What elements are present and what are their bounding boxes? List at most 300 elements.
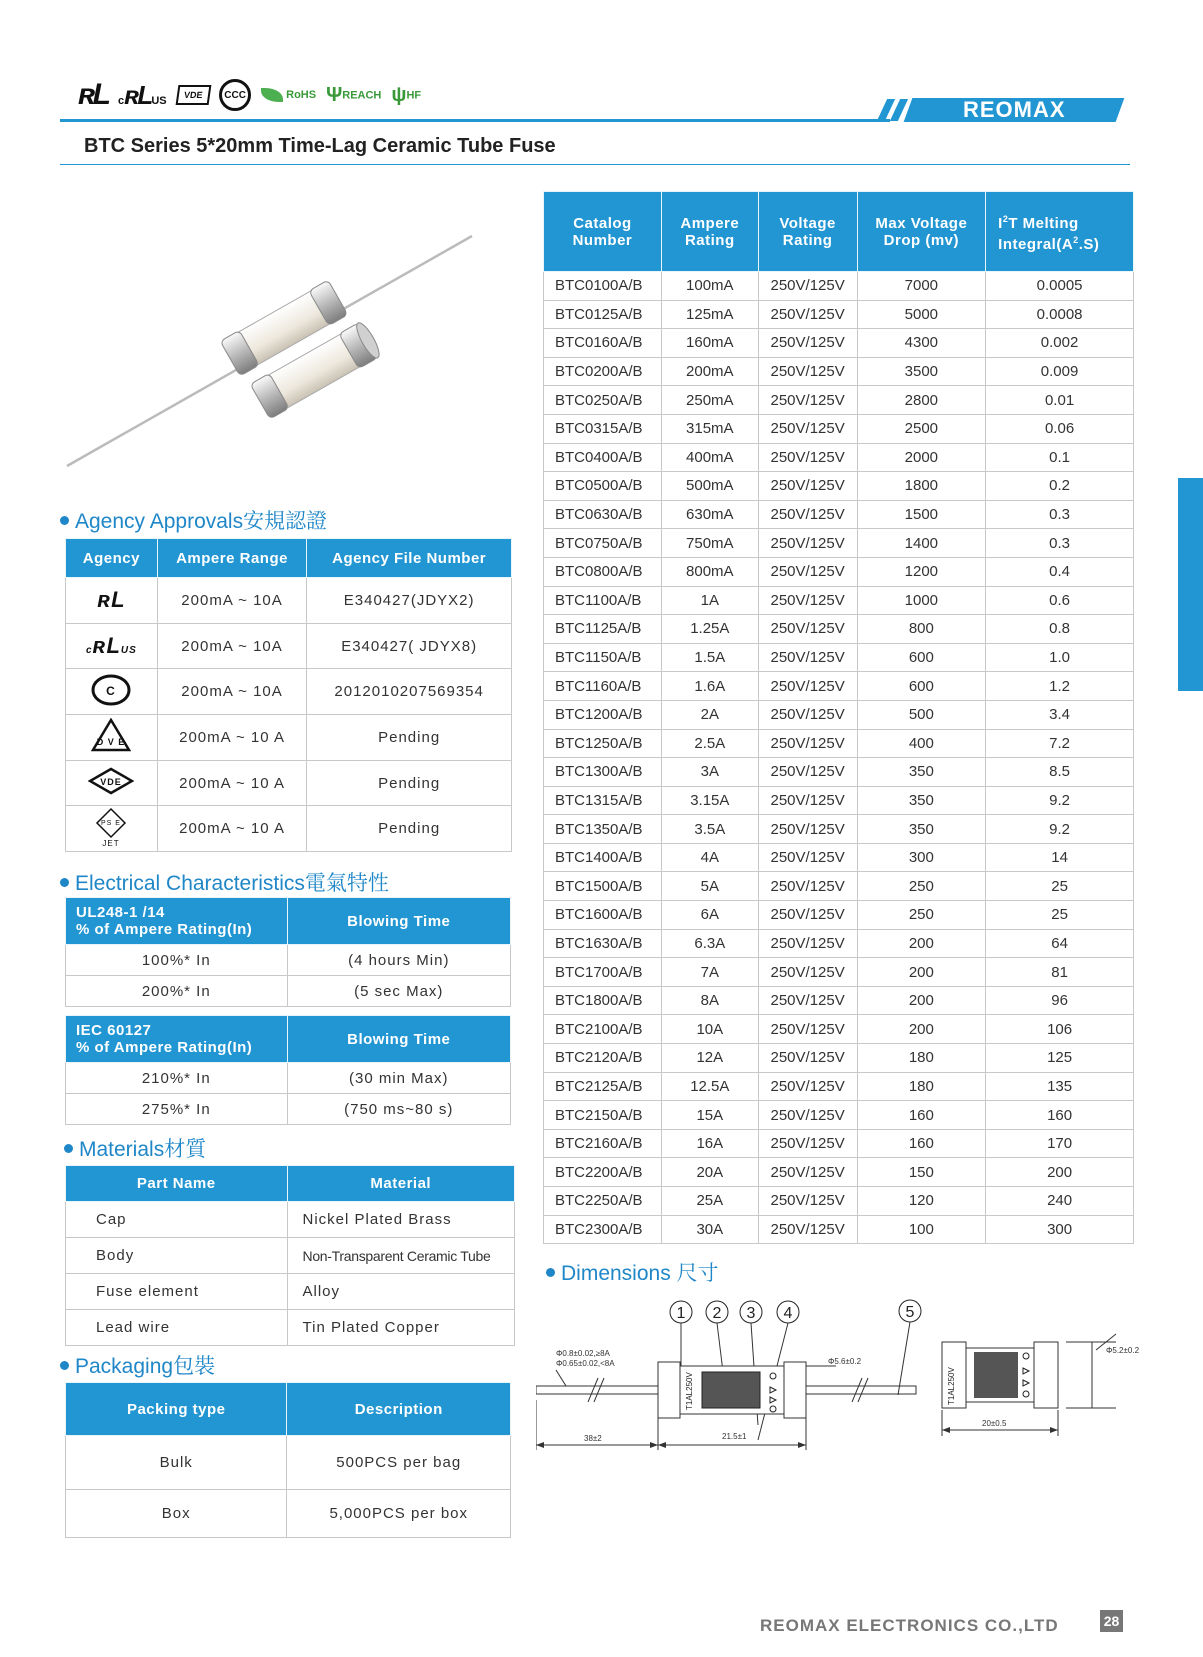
i2t-cell: 106 [986,1015,1134,1044]
svg-text:2: 2 [712,1305,722,1322]
svg-text:Φ5.6±0.2: Φ5.6±0.2 [828,1357,862,1366]
ampere-rating-cell: 3A [661,758,758,787]
i2t-cell: 0.01 [986,386,1134,415]
voltage-drop-cell: 160 [857,1101,986,1130]
table-row [66,1202,515,1238]
table-row [544,958,1134,987]
i2t-cell: 25 [986,872,1134,901]
ampere-rating-cell: 12A [661,1044,758,1073]
ampere-rating-cell: 1.25A [661,615,758,644]
table-row [544,1015,1134,1044]
voltage-drop-cell: 7000 [857,272,986,301]
ampere-rating-cell: 5A [661,872,758,901]
page-number: 28 [1100,1610,1123,1632]
table-row [66,623,512,669]
voltage-drop-cell: 150 [857,1158,986,1187]
ampere-rating-cell: 125mA [661,300,758,329]
agency-file-cell: 2012010207569354 [307,669,512,715]
i2t-cell: 1.2 [986,672,1134,701]
table-row [66,1310,515,1346]
i2t-cell: 0.1 [986,443,1134,472]
svg-text:5: 5 [905,1304,915,1321]
voltage-rating-cell: 250V/125V [758,815,857,844]
fuse-ratings-table [543,191,1134,1244]
ampere-rating-cell: 1A [661,586,758,615]
agency-file-cell: Pending [307,760,512,806]
catalog-number-cell: BTC2125A/B [544,1072,662,1101]
voltage-drop-cell: 250 [857,872,986,901]
i2t-cell: 200 [986,1158,1134,1187]
column-header: Blowing Time [287,898,510,945]
material-cell: Nickel Plated Brass [287,1202,514,1238]
voltage-drop-cell: 1800 [857,472,986,501]
callout-1 [670,1301,692,1323]
voltage-rating-cell: 250V/125V [758,758,857,787]
table-row [544,443,1134,472]
i2t-cell: 14 [986,843,1134,872]
part-name-cell: Body [66,1238,288,1274]
ampere-rating-cell: 2A [661,700,758,729]
voltage-rating-cell: 250V/125V [758,1101,857,1130]
table-row [66,1490,511,1538]
fuse-ratings-body [544,272,1134,1244]
table-row [66,1063,511,1094]
dimensions-section-title: Dimensions 尺寸 [546,1257,719,1287]
voltage-rating-cell: 250V/125V [758,1158,857,1187]
table-row [66,760,512,806]
ampere-range-cell: 200mA ~ 10A [157,669,306,715]
svg-text:38±2: 38±2 [584,1434,602,1443]
voltage-rating-cell: 250V/125V [758,329,857,358]
ampere-rating-cell: 250mA [661,386,758,415]
column-header: Blowing Time [287,1016,510,1063]
material-cell: Tin Plated Copper [287,1310,514,1346]
footer-company: REOMAX ELECTRONICS CO.,LTD [760,1616,1059,1635]
svg-text:PS E: PS E [101,819,122,827]
table-row [66,1274,515,1310]
i2t-cell: 96 [986,986,1134,1015]
voltage-rating-cell: 250V/125V [758,786,857,815]
ccc-mark-icon: CCC [219,79,251,111]
catalog-number-cell: BTC1400A/B [544,843,662,872]
i2t-cell: 170 [986,1129,1134,1158]
voltage-drop-cell: 300 [857,843,986,872]
catalog-number-cell: BTC0200A/B [544,357,662,386]
ampere-rating-cell: 2.5A [661,729,758,758]
table-row [66,669,512,715]
voltage-rating-cell: 250V/125V [758,414,857,443]
catalog-number-cell: BTC2250A/B [544,1187,662,1216]
catalog-number-cell: BTC2300A/B [544,1215,662,1244]
cul-us-mark-icon: cʀLUS [118,79,167,110]
voltage-drop-cell: 2800 [857,386,986,415]
column-header: Description [287,1383,511,1436]
catalog-number-cell: BTC1500A/B [544,872,662,901]
ampere-rating-cell: 800mA [661,557,758,586]
table-header-row [66,1383,511,1436]
svg-text:Φ0.65±0.02,<8A: Φ0.65±0.02,<8A [556,1359,615,1368]
svg-text:T1AL250V: T1AL250V [947,1367,956,1405]
table-row [544,329,1134,358]
part-name-cell: Fuse element [66,1274,288,1310]
vde-mark-icon: VDE [175,85,210,105]
i2t-cell: 8.5 [986,758,1134,787]
table-row [544,300,1134,329]
materials-table [65,1165,515,1346]
table-row [544,529,1134,558]
i2t-cell: 0.3 [986,500,1134,529]
voltage-rating-cell: 250V/125V [758,729,857,758]
voltage-rating-cell: 250V/125V [758,901,857,930]
voltage-rating-cell: 250V/125V [758,300,857,329]
column-header-ampere: Ampere Rating [661,192,758,272]
svg-text:D V E: D V E [97,737,126,748]
ampere-rating-cell: 100mA [661,272,758,301]
rating-cell: 210%* In [66,1063,288,1094]
table-row [544,1215,1134,1244]
i2t-cell: 25 [986,901,1134,930]
ampere-rating-cell: 8A [661,986,758,1015]
ampere-range-cell: 200mA ~ 10A [157,623,306,669]
table-row [544,1187,1134,1216]
i2t-cell: 0.009 [986,357,1134,386]
catalog-number-cell: BTC1700A/B [544,958,662,987]
callout-2 [706,1301,728,1323]
material-cell: Non-Transparent Ceramic Tube [287,1238,514,1274]
svg-text:1: 1 [676,1305,686,1322]
rating-cell: 200%* In [66,976,288,1007]
ampere-rating-cell: 160mA [661,329,758,358]
table-row [66,1238,515,1274]
column-header: Packing type [66,1383,287,1436]
svg-text:VDE: VDE [100,777,123,788]
hf-mark-icon: ψHF [391,83,422,106]
table-row [544,643,1134,672]
agency-file-cell: Pending [307,806,512,852]
table-row [66,715,512,761]
svg-text:4: 4 [783,1305,793,1322]
ampere-range-cell: 200mA ~ 10 A [157,806,306,852]
packing-description-cell: 500PCS per bag [287,1436,511,1490]
brand-logo [882,97,1120,123]
section-tab-marker [1178,478,1203,691]
table-row [544,1044,1134,1073]
fuse-product-illustration [62,228,512,478]
catalog-number-cell: BTC0400A/B [544,443,662,472]
svg-text:21.5±1: 21.5±1 [722,1432,747,1441]
catalog-number-cell: BTC0125A/B [544,300,662,329]
voltage-drop-cell: 5000 [857,300,986,329]
table-row [544,843,1134,872]
i2t-cell: 0.002 [986,329,1134,358]
voltage-drop-cell: 1200 [857,557,986,586]
voltage-rating-cell: 250V/125V [758,472,857,501]
ul-mark-icon: ʀL [78,78,108,111]
ampere-rating-cell: 400mA [661,443,758,472]
ampere-rating-cell: 315mA [661,414,758,443]
catalog-number-cell: BTC0250A/B [544,386,662,415]
table-row [544,929,1134,958]
column-header: UL248-1 /14 % of Ampere Rating(In) [66,898,288,945]
voltage-drop-cell: 4300 [857,329,986,358]
electrical-section-title: Electrical Characteristics電氣特性 [60,867,389,897]
table-row [544,1101,1134,1130]
voltage-rating-cell: 250V/125V [758,529,857,558]
rating-cell: 275%* In [66,1094,288,1125]
voltage-drop-cell: 350 [857,815,986,844]
voltage-rating-cell: 250V/125V [758,586,857,615]
table-row [544,1072,1134,1101]
voltage-rating-cell: 250V/125V [758,958,857,987]
table-row [544,586,1134,615]
voltage-rating-cell: 250V/125V [758,929,857,958]
svg-text:JET: JET [102,838,121,847]
voltage-drop-cell: 200 [857,929,986,958]
voltage-rating-cell: 250V/125V [758,643,857,672]
iec-blowing-time-table [65,1015,511,1125]
table-row [544,1129,1134,1158]
blowing-time-cell: (5 sec Max) [287,976,510,1007]
table-row [66,976,511,1007]
catalog-number-cell: BTC2200A/B [544,1158,662,1187]
svg-text:20±0.5: 20±0.5 [982,1419,1007,1428]
voltage-drop-cell: 200 [857,1015,986,1044]
voltage-rating-cell: 250V/125V [758,1129,857,1158]
i2t-cell: 1.0 [986,643,1134,672]
i2t-cell: 81 [986,958,1134,987]
ampere-rating-cell: 10A [661,1015,758,1044]
materials-section-title: Materials材質 [64,1133,206,1163]
voltage-drop-cell: 250 [857,901,986,930]
svg-text:Φ0.8±0.02,≥8A: Φ0.8±0.02,≥8A [556,1349,610,1358]
header-rule [60,119,890,122]
ampere-rating-cell: 7A [661,958,758,987]
ampere-rating-cell: 30A [661,1215,758,1244]
catalog-number-cell: BTC2160A/B [544,1129,662,1158]
catalog-number-cell: BTC1630A/B [544,929,662,958]
i2t-cell: 0.6 [986,586,1134,615]
column-header-voltage: Voltage Rating [758,192,857,272]
table-header-row [66,1166,515,1202]
i2t-cell: 160 [986,1101,1134,1130]
catalog-number-cell: BTC1250A/B [544,729,662,758]
voltage-drop-cell: 600 [857,672,986,701]
pse-jet-logo-icon [94,819,128,851]
column-header-i2t: $I^2T$ Melting $Integral(A^2.S)$ [986,192,1134,272]
voltage-rating-cell: 250V/125V [758,1044,857,1073]
packaging-table [65,1382,511,1538]
voltage-drop-cell: 1000 [857,586,986,615]
voltage-rating-cell: 250V/125V [758,357,857,386]
certification-marks [78,78,421,112]
voltage-drop-cell: 2000 [857,443,986,472]
catalog-number-cell: BTC0750A/B [544,529,662,558]
ampere-rating-cell: 16A [661,1129,758,1158]
voltage-drop-cell: 3500 [857,357,986,386]
i2t-cell: 240 [986,1187,1134,1216]
i2t-cell: 0.3 [986,529,1134,558]
i2t-cell: 0.06 [986,414,1134,443]
part-name-cell: Lead wire [66,1310,288,1346]
table-row [66,1094,511,1125]
catalog-number-cell: BTC0315A/B [544,414,662,443]
table-row [544,500,1134,529]
column-header: Ampere Range [157,539,306,578]
svg-text:T1AL250V: T1AL250V [685,1372,694,1410]
voltage-rating-cell: 250V/125V [758,557,857,586]
table-row [544,786,1134,815]
voltage-drop-cell: 400 [857,729,986,758]
catalog-number-cell: BTC1300A/B [544,758,662,787]
packing-type-cell: Box [66,1490,287,1538]
catalog-number-cell: BTC0800A/B [544,557,662,586]
catalog-number-cell: BTC1160A/B [544,672,662,701]
packing-description-cell: 5,000PCS per box [287,1490,511,1538]
catalog-number-cell: BTC1100A/B [544,586,662,615]
ampere-rating-cell: 1.6A [661,672,758,701]
i2t-cell: 7.2 [986,729,1134,758]
i2t-cell: 0.2 [986,472,1134,501]
i2t-cell: 300 [986,1215,1134,1244]
catalog-number-cell: BTC2120A/B [544,1044,662,1073]
voltage-rating-cell: 250V/125V [758,700,857,729]
voltage-rating-cell: 250V/125V [758,1015,857,1044]
svg-text:C: C [106,683,117,698]
agency-file-cell: E340427( JDYX8) [307,623,512,669]
voltage-drop-cell: 500 [857,700,986,729]
voltage-drop-cell: 600 [857,643,986,672]
table-row [66,1436,511,1490]
i2t-cell: 125 [986,1044,1134,1073]
catalog-number-cell: BTC0630A/B [544,500,662,529]
ampere-range-cell: 200mA ~ 10A [157,578,306,624]
ampere-rating-cell: 630mA [661,500,758,529]
column-header: Agency [66,539,158,578]
agency-file-cell: Pending [307,715,512,761]
cul-logo-icon: cʀLUS [85,633,137,659]
table-row [544,357,1134,386]
voltage-drop-cell: 350 [857,758,986,787]
voltage-rating-cell: 250V/125V [758,1072,857,1101]
catalog-number-cell: BTC1800A/B [544,986,662,1015]
voltage-rating-cell: 250V/125V [758,986,857,1015]
rating-cell: 100%* In [66,945,288,976]
ampere-rating-cell: 750mA [661,529,758,558]
voltage-drop-cell: 1400 [857,529,986,558]
i2t-cell: 135 [986,1072,1134,1101]
dve-logo-icon [91,739,131,756]
i2t-cell: 9.2 [986,815,1134,844]
rohs-mark-icon: RoHS [261,88,316,102]
vde-logo-icon [88,777,134,799]
voltage-rating-cell: 250V/125V [758,1215,857,1244]
ampere-range-cell: 200mA ~ 10 A [157,760,306,806]
voltage-rating-cell: 250V/125V [758,615,857,644]
ul-blowing-time-table [65,897,511,1007]
catalog-number-cell: BTC1200A/B [544,700,662,729]
catalog-number-cell: BTC0160A/B [544,329,662,358]
dimensions-drawing [536,1290,1176,1570]
table-header-row [66,539,512,578]
ampere-rating-cell: 4A [661,843,758,872]
ampere-rating-cell: 3.15A [661,786,758,815]
i2t-cell: 9.2 [986,786,1134,815]
voltage-drop-cell: 120 [857,1187,986,1216]
voltage-rating-cell: 250V/125V [758,1187,857,1216]
voltage-rating-cell: 250V/125V [758,672,857,701]
table-row [66,578,512,624]
table-row [544,386,1134,415]
voltage-rating-cell: 250V/125V [758,500,857,529]
voltage-drop-cell: 800 [857,615,986,644]
catalog-number-cell: BTC2100A/B [544,1015,662,1044]
callout-5 [899,1300,921,1322]
ccc-logo-icon [91,683,131,710]
table-row [544,1158,1134,1187]
agency-file-cell: E340427(JDYX2) [307,578,512,624]
voltage-rating-cell: 250V/125V [758,443,857,472]
i2t-cell: 3.4 [986,700,1134,729]
catalog-number-cell: BTC0100A/B [544,272,662,301]
reach-mark-icon: ΨREACH [326,83,382,106]
ampere-rating-cell: 200mA [661,357,758,386]
i2t-cell: 64 [986,929,1134,958]
catalog-number-cell: BTC1350A/B [544,815,662,844]
ampere-rating-cell: 25A [661,1187,758,1216]
ampere-rating-cell: 20A [661,1158,758,1187]
ampere-rating-cell: 6.3A [661,929,758,958]
i2t-cell: 0.0005 [986,272,1134,301]
packing-type-cell: Bulk [66,1436,287,1490]
brand-name: REOMAX [962,97,1066,122]
material-cell: Alloy [287,1274,514,1310]
table-row [544,729,1134,758]
table-row [66,806,512,852]
agency-approvals-table [65,538,512,852]
i2t-cell: 0.0008 [986,300,1134,329]
voltage-rating-cell: 250V/125V [758,272,857,301]
catalog-number-cell: BTC1600A/B [544,901,662,930]
voltage-drop-cell: 350 [857,786,986,815]
table-header-row [544,192,1134,272]
voltage-rating-cell: 250V/125V [758,386,857,415]
svg-text:3: 3 [746,1305,756,1322]
table-row [66,945,511,976]
table-header-row [66,1016,511,1063]
table-row [544,986,1134,1015]
table-row [544,872,1134,901]
i2t-cell: 0.4 [986,557,1134,586]
table-row [544,901,1134,930]
ampere-rating-cell: 1.5A [661,643,758,672]
ampere-rating-cell: 15A [661,1101,758,1130]
blowing-time-cell: (4 hours Min) [287,945,510,976]
catalog-number-cell: BTC2150A/B [544,1101,662,1130]
voltage-drop-cell: 180 [857,1072,986,1101]
table-row [544,272,1134,301]
title-rule [60,164,1130,165]
table-row [544,700,1134,729]
catalog-number-cell: BTC0500A/B [544,472,662,501]
table-row [544,672,1134,701]
table-header-row [66,898,511,945]
voltage-rating-cell: 250V/125V [758,843,857,872]
catalog-number-cell: BTC1150A/B [544,643,662,672]
table-row [544,557,1134,586]
column-header-voltage-drop: Max Voltage Drop (mv) [857,192,986,272]
voltage-drop-cell: 100 [857,1215,986,1244]
ul-logo-icon: ʀL [97,587,126,613]
